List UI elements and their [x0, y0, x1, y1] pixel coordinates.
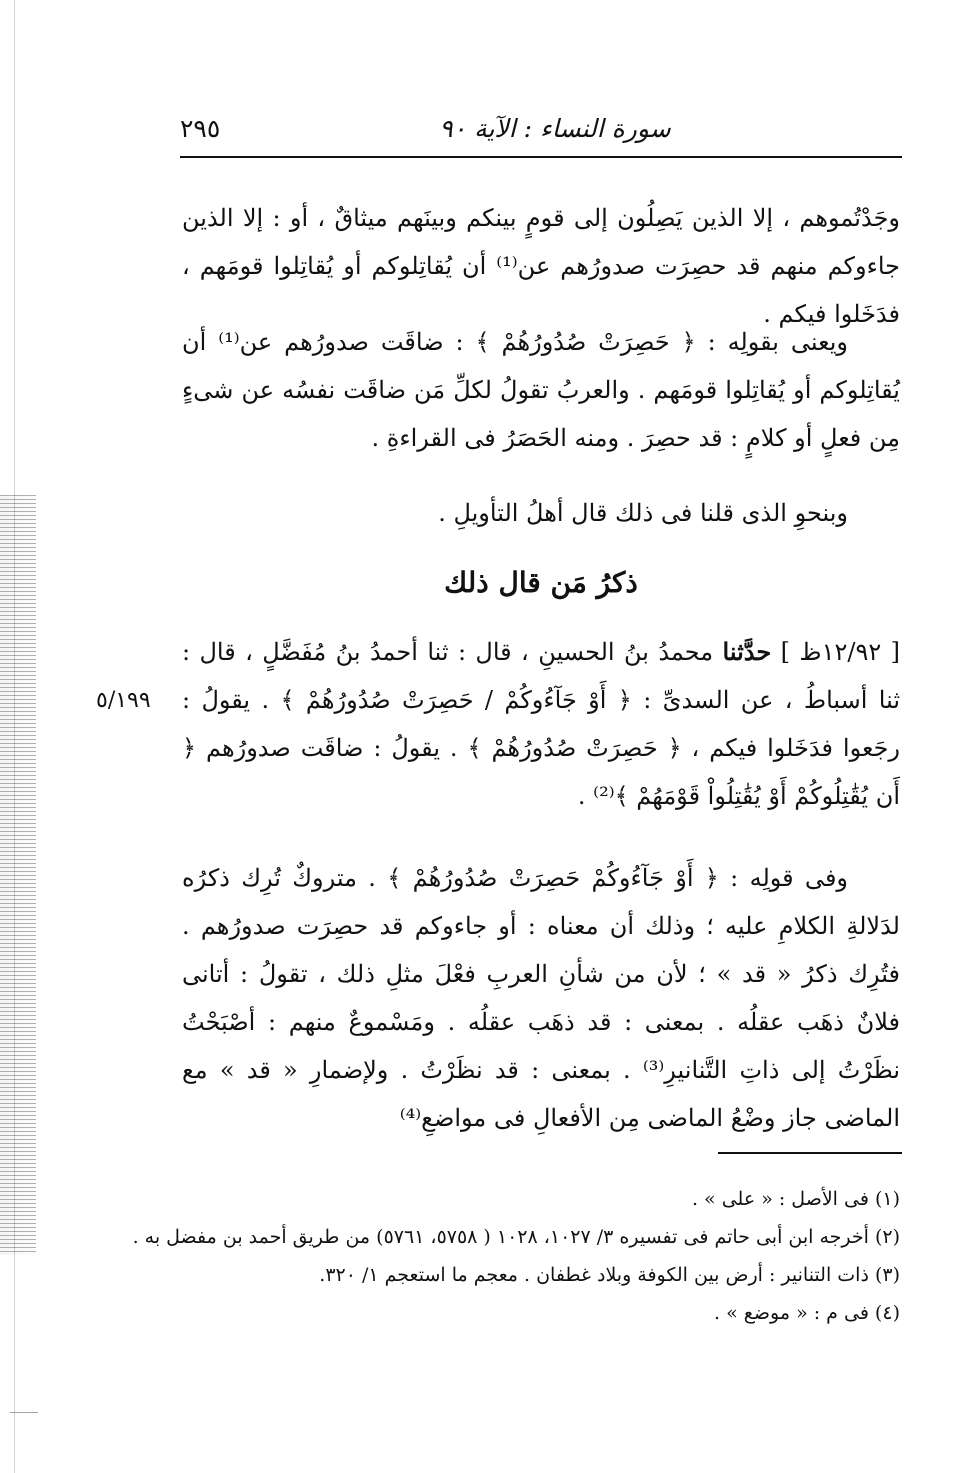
footnote-4: (٤) فى م : « موضع » .	[714, 1302, 900, 1324]
paragraph-1: وجَدْتُموهم ، إلا الذين يَصِلُون إلى قومٍ بينكم وبينَهم ميثاقٌ ، أو : إلا الذين جاءوكم منهم قد حصِرَت صدورُهم عن⁽¹⁾ أن يُقاتِلوكم أو يُقاتِلوا قومَهم ، فدَخَلوا فيكم .	[182, 204, 901, 328]
footnote-1: (١) فى الأصل : « على » .	[691, 1188, 900, 1210]
footnote-2: (٢) أخرجه ابن أبى حاتم فى تفسيره ٣/ ١٠٢٧، ١٠٢٨ ( ٥٧٥٨، ٥٧٦١) من طريق أحمد بن مفضل به .	[132, 1226, 900, 1248]
page-number: ٢٩٥	[180, 114, 221, 143]
page-header	[180, 110, 902, 150]
paragraph-4-text: محمدُ بنُ الحسينِ ، قال : ثنا أحمدُ بنُ مُفَضَّلٍ ، قال : ثنا أسباطُ ، عن السدىِّ : ﴿ أَوْ جَآءُوكُمْ / حَصِرَتْ صُدُورُهُمْ ﴾ . يقولُ : رجَعوا فدَخَلوا فيكم ، ﴿ حَصِرَتْ صُدُورُهُمْ ﴾ . يقولُ : ضاقَت صدورُهم ﴿ أَن يُقَٰتِلُوكُمْ أَوْ يُقَٰتِلُواْ قَوْمَهُمْ ﴾⁽²⁾ .	[182, 638, 900, 810]
section-heading: ذكرُ مَن قال ذلك	[444, 566, 638, 599]
paragraph-2: ويعنى بقولِه : ﴿ حَصِرَتْ صُدُورُهُمْ ﴾ : ضاقَت صدورُهم عن⁽¹⁾ أن يُقاتِلوكم أو يُقاتِلوا قومَهم . والعربُ تقولُ لكلِّ مَن ضاقَت نفسُه عن شىءٍ مِن فعلٍ أو كلامٍ : قد حصِرَ . ومنه الحَصَرُ فى القراءةِ .	[182, 328, 900, 452]
margin-volume-reference: ٥/١٩٩	[96, 688, 151, 713]
binding-edge-scan	[0, 495, 36, 1255]
paragraph-5: وفى قولِه : ﴿ أَوْ جَآءُوكُمْ حَصِرَتْ صُدُورُهُمْ ﴾ . متروكٌ تُرِك ذكرُه لدَلالةِ الكلامِ عليه ؛ وذلك أن معناه : أو جاءوكم قد حصِرَت صدورُهم . فتُرِك ذكرُ « قد » ؛ لأن من شأنِ العربِ فعْلَ مثلِ ذلك ، تقولُ : أتانى فلانٌ ذهَب عقلُه . بمعنى : قد ذهَب عقلُه . ومَسْموعٌ منهم : أصْبَحْتُ نظَرْتُ إلى ذاتِ التَّنانيرِ⁽³⁾ . بمعنى : قد نظَرْتُ . ولإضمارِ « قد » مع الماضى جاز وضْعُ الماضى مِن الأفعالِ فى مواضعِ⁽⁴⁾	[182, 864, 901, 1132]
footnote-rule	[718, 1152, 902, 1154]
header-rule	[180, 156, 902, 158]
scan-mark	[10, 1412, 38, 1413]
manuscript-reference: [ ١٢/٩٢ظ ]	[780, 638, 900, 666]
paragraph-3: وبنحوِ الذى قلنا فى ذلك قال أهلُ التأويلِ .	[438, 499, 848, 527]
running-title: سورة النساء : الآية ٩٠	[439, 114, 671, 143]
footnote-3: (٣) ذات التنانير : أرض بين الكوفة وبلاد غطفان . معجم ما استعجم ١/ ٣٢٠.	[319, 1264, 900, 1286]
isnad-lead: حدَّثنا	[722, 637, 772, 666]
paragraph-4	[182, 628, 900, 820]
footnotes	[132, 1180, 900, 1332]
